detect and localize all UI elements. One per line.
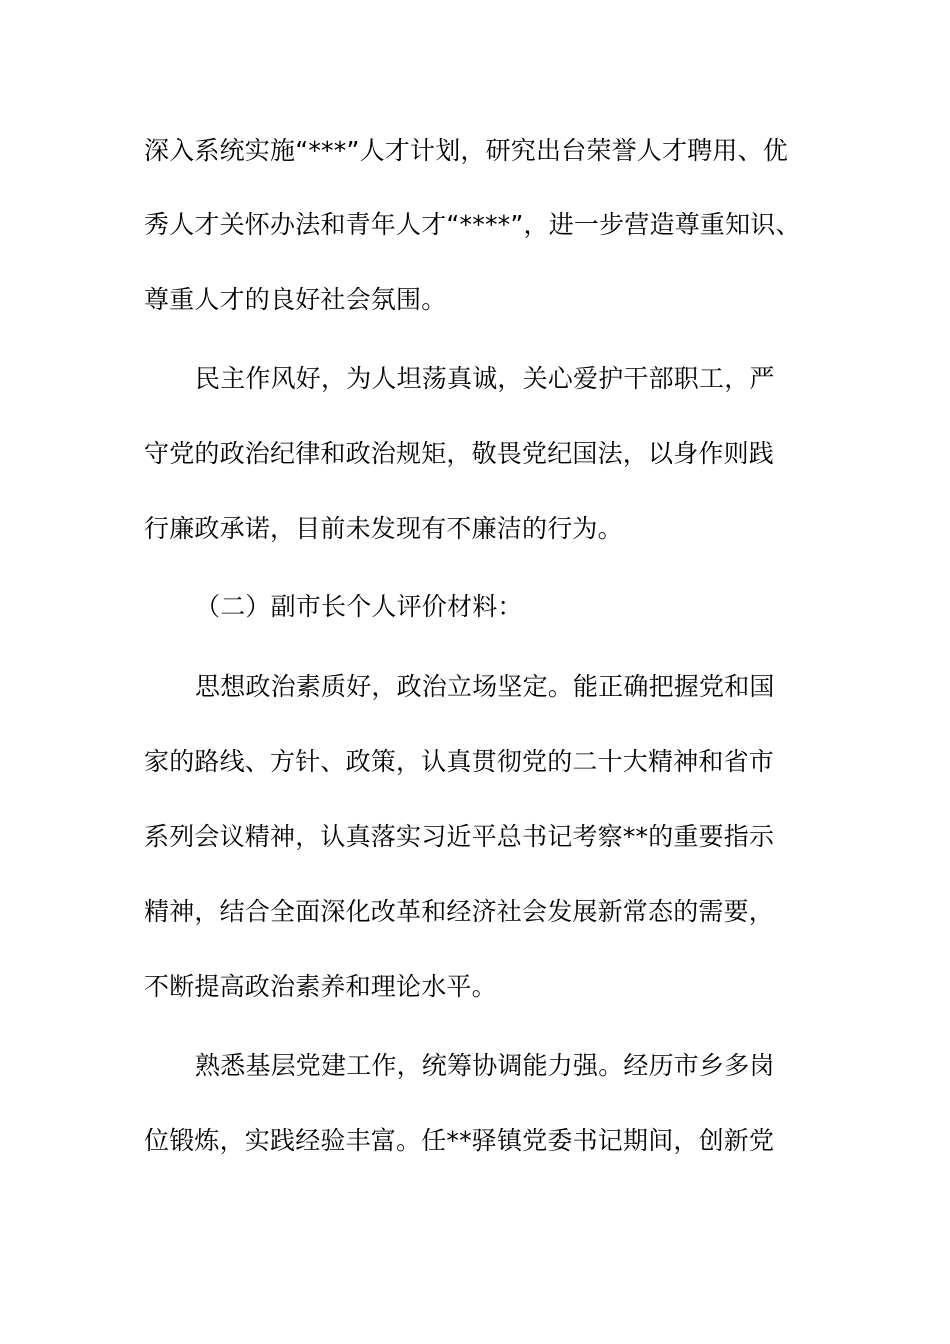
text-line: 系列会议精神，认真落实习近平总书记考察**的重要指示	[144, 822, 775, 851]
paragraph-start-line: 熟悉基层党建工作，统筹协调能力强。经历市乡多岗	[195, 1051, 775, 1080]
paragraph-start-line: 思想政治素质好，政治立场坚定。能正确把握党和国	[195, 672, 775, 701]
text-line: 尊重人才的良好社会氛围。	[144, 285, 447, 314]
text-line: 秀人才关怀办法和青年人才“****”，进一步营造尊重知识、	[144, 210, 801, 239]
text-line: 家的路线、方针、政策，认真贯彻党的二十大精神和省市	[144, 747, 775, 776]
text-line: 不断提高政治素养和理论水平。	[144, 972, 497, 1001]
paragraph-start-line: 民主作风好，为人坦荡真诚，关心爱护干部职工，严	[195, 364, 775, 393]
section-heading: （二）副市长个人评价材料：	[195, 592, 523, 621]
text-line: 精神，结合全面深化改革和经济社会发展新常态的需要，	[144, 897, 775, 926]
text-line: 行廉政承诺，目前未发现有不廉洁的行为。	[144, 514, 623, 543]
text-line: 守党的政治纪律和政治规矩，敬畏党纪国法，以身作则践	[144, 439, 775, 468]
text-line: 深入系统实施“***”人才计划，研究出台荣誉人才聘用、优	[144, 136, 789, 165]
text-line: 位锻炼，实践经验丰富。任**驿镇党委书记期间，创新党	[144, 1126, 775, 1155]
